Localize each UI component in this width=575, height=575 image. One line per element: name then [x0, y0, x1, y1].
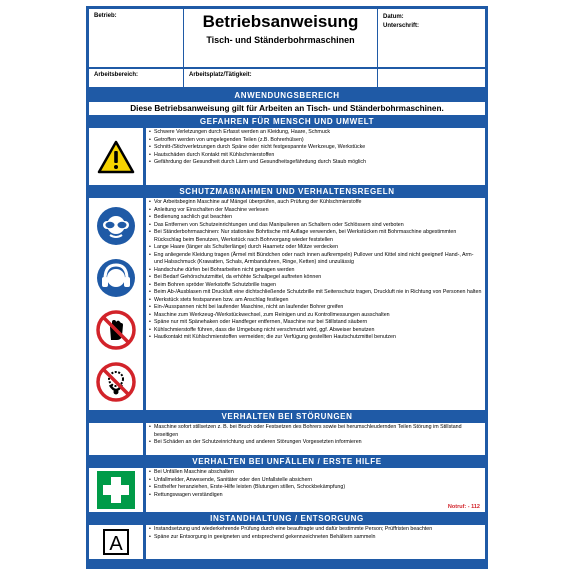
list-item: • Das Entfernen von Schutzeinrichtungen und das Manipulieren an Schaltern oder Schlössern sind verboten: [149, 222, 482, 230]
arbeitsplatz-label: Arbeitsplatz/Tätigkeit:: [189, 72, 252, 78]
schutz-text: [146, 198, 485, 410]
no-gloves-icon: [96, 310, 136, 350]
header: [89, 9, 485, 69]
stoerungen-text: [146, 423, 485, 455]
list-item: • Eng anliegende Kleidung tragen (Ärmel mit Bündchen oder nach innen aufkrempeln) Pullover und Kittel sind nicht geeignet! Hand-, Arm- und Halsschmuck (Krawatten, Schals, Armbanduhren, Ringe, Ketten) sind unzulässig: [149, 252, 482, 267]
instandhaltung-section: [89, 525, 485, 559]
instandhaltung-text: [146, 525, 485, 559]
list-item: • Anleitung vor Einschalten der Maschine verlesen: [149, 207, 482, 215]
list-item: • Beim Bohren spröder Werkstoffe Schutzbrille tragen: [149, 282, 482, 290]
stoerungen-icons: [89, 423, 146, 455]
gefahren-title: GEFAHREN FÜR MENSCH UND UMWELT: [199, 117, 375, 126]
list-item: • Ersthelfer heranziehen, Erste-Hilfe leisten (Blutungen stillen, Schockbekämpfung): [149, 484, 482, 492]
list-item: • Späne zur Entsorgung in geeigneten und entsprechend gekennzeichneten Behältern sammeln: [149, 534, 482, 542]
emergency-number: Notruf: - 112: [447, 503, 480, 510]
schutz-icons: [89, 198, 146, 410]
list-item: • Werkstück stets festspannen bzw. am Anschlag festlegen: [149, 297, 482, 305]
date-signature-field: [378, 9, 485, 67]
erste-hilfe-text: [146, 468, 485, 512]
disposal-letter: A: [109, 533, 123, 555]
erste-hilfe-title: VERHALTEN BEI UNFÄLLEN / ERSTE HILFE: [192, 457, 382, 466]
list-item: • Späne nur mit Spänehaken oder Handfeger entfernen, Maschine nur bei Stillstand säubern: [149, 319, 482, 327]
instandhaltung-icons: [89, 525, 146, 559]
schutz-list: [149, 199, 482, 342]
title-block: [184, 9, 378, 67]
anwendung-text: Diese Betriebsanweisung gilt für Arbeiten an Tisch- und Ständerbohrmaschinen.: [89, 102, 485, 115]
eye-protection-icon: [96, 206, 136, 246]
gefahren-text: [146, 128, 485, 185]
list-item: • Hautschäden durch Kontakt mit Kühlschmierstoffen: [149, 152, 482, 160]
list-item: • Maschine sofort stillsetzen z. B. bei Bruch oder Festsetzen des Bohrers sowie bei herumschleudernden Teilen Störung im Stillstand beseitigen: [149, 424, 482, 439]
list-item: • Kühlschmierstoffe führen, dass die Umgebung nicht verschmutzt wird, ggf. Abweiser benutzen: [149, 327, 482, 335]
erste-hilfe-section: [89, 468, 485, 512]
list-item: • Hautkontakt mit Kühlschmierstoffen vermeiden; die zur Verfügung gestellten Hautschutzmittel benutzen: [149, 334, 482, 342]
area-row: [89, 69, 485, 89]
anwendung-title: ANWENDUNGSBEREICH: [234, 91, 340, 100]
first-aid-cross-icon: [97, 471, 135, 509]
unterschrift-label: Unterschrift:: [383, 23, 420, 29]
arbeitsplatz-field: [184, 69, 378, 87]
disposal-a-icon: [103, 529, 129, 555]
betrieb-field: [89, 9, 184, 67]
stoerungen-list: [149, 424, 482, 447]
erste-hilfe-icons: [89, 468, 146, 512]
gefahren-icons: [89, 128, 146, 185]
gefahren-list: [149, 129, 482, 167]
erste-hilfe-list: [149, 469, 482, 499]
instandhaltung-title: INSTANDHALTUNG / ENTSORGUNG: [210, 514, 364, 523]
page-title: Betriebsanweisung: [202, 12, 359, 31]
list-item: • Bei Ständerbohrmaschinen: Nur stationäre Bohrtische mit Auflage verwenden, bei Werkstücken mit Bohrmaschine abgestimmten Rückschlag beim Benutzen, Werkstück nach Bohrvorgang wieder feststellen: [149, 229, 482, 244]
list-item: • Schnitt-/Stichverletzungen durch Späne oder nicht festgespannte Werkzeuge, Werkstücke: [149, 144, 482, 152]
no-jewelry-icon: [96, 362, 136, 402]
schutz-title: SCHUTZMAßNAHMEN UND VERHALTENSREGELN: [179, 187, 395, 196]
list-item: • Bei Unfällen Maschine abschalten: [149, 469, 482, 477]
warning-triangle-icon: [97, 140, 135, 174]
schutz-section: [89, 198, 485, 410]
list-item: • Bei Schäden an der Schutzeinrichtung und anderen Störungen Vorgesetzten informieren: [149, 439, 482, 447]
list-item: • Bedienung sachlich gut beachten: [149, 214, 482, 222]
list-item: • Schwere Verletzungen durch Erfasst werden an Kleidung, Haare, Schmuck: [149, 129, 482, 137]
betriebsanweisung-sheet: [86, 6, 488, 569]
list-item: • Vor Arbeitsbeginn Maschine auf Mängel überprüfen, auch Prüfung der Kühlschmierstoffe: [149, 199, 482, 207]
list-item: • Unfallmelder, Anwesende, Sanitäter oder den Unfallstelle absichern: [149, 477, 482, 485]
arbeitsbereich-field: [89, 69, 184, 87]
instandhaltung-list: [149, 526, 482, 541]
datum-label: Datum:: [383, 14, 404, 20]
list-item: • Gefährdung der Gesundheit durch Lärm und Gesundheitsgefährdung durch Staub möglich: [149, 159, 482, 167]
stoerungen-section: [89, 423, 485, 455]
list-item: • Maschine zum Werkzeug-/Werkstückwechsel, zum Reinigen und zu Kontrollmessungen ausschalten: [149, 312, 482, 320]
page-subtitle: Tisch- und Ständerbohrmaschinen: [206, 35, 355, 45]
stoerungen-title: VERHALTEN BEI STÖRUNGEN: [221, 412, 353, 421]
betrieb-label: Betrieb:: [94, 13, 117, 19]
list-item: • Handschuhe dürfen bei Bohrarbeiten nicht getragen werden: [149, 267, 482, 275]
gefahren-section: [89, 128, 485, 185]
list-item: • Rettungswagen verständigen: [149, 492, 482, 500]
list-item: • Lange Haare (länger als Schulterlänge) durch Haarnetz oder Mütze verdecken: [149, 244, 482, 252]
list-item: • Beim Ab-/Ausblasen mit Druckluft eine dichtschließende Schutzbrille mit Seitenschutz tragen, Druckluft nie in Richtung von Personen halten: [149, 289, 482, 297]
arbeitsbereich-label: Arbeitsbereich:: [94, 72, 139, 78]
ear-protection-icon: [96, 258, 136, 298]
list-item: • Ein-/Ausspannen nicht bei laufender Maschine, nicht an laufender Bohrer greifen: [149, 304, 482, 312]
list-item: • Getroffen werden von umgelegenden Teilen (z.B. Bohrerhülsen): [149, 137, 482, 145]
list-item: • Bei Bedarf Gehörschutzmittel, da erhöhte Schallpegel auftreten können: [149, 274, 482, 282]
list-item: • Instandsetzung und wiederkehrende Prüfung durch eine beauftragte und dafür bestimmte Person; Prüffristen beachten: [149, 526, 482, 534]
